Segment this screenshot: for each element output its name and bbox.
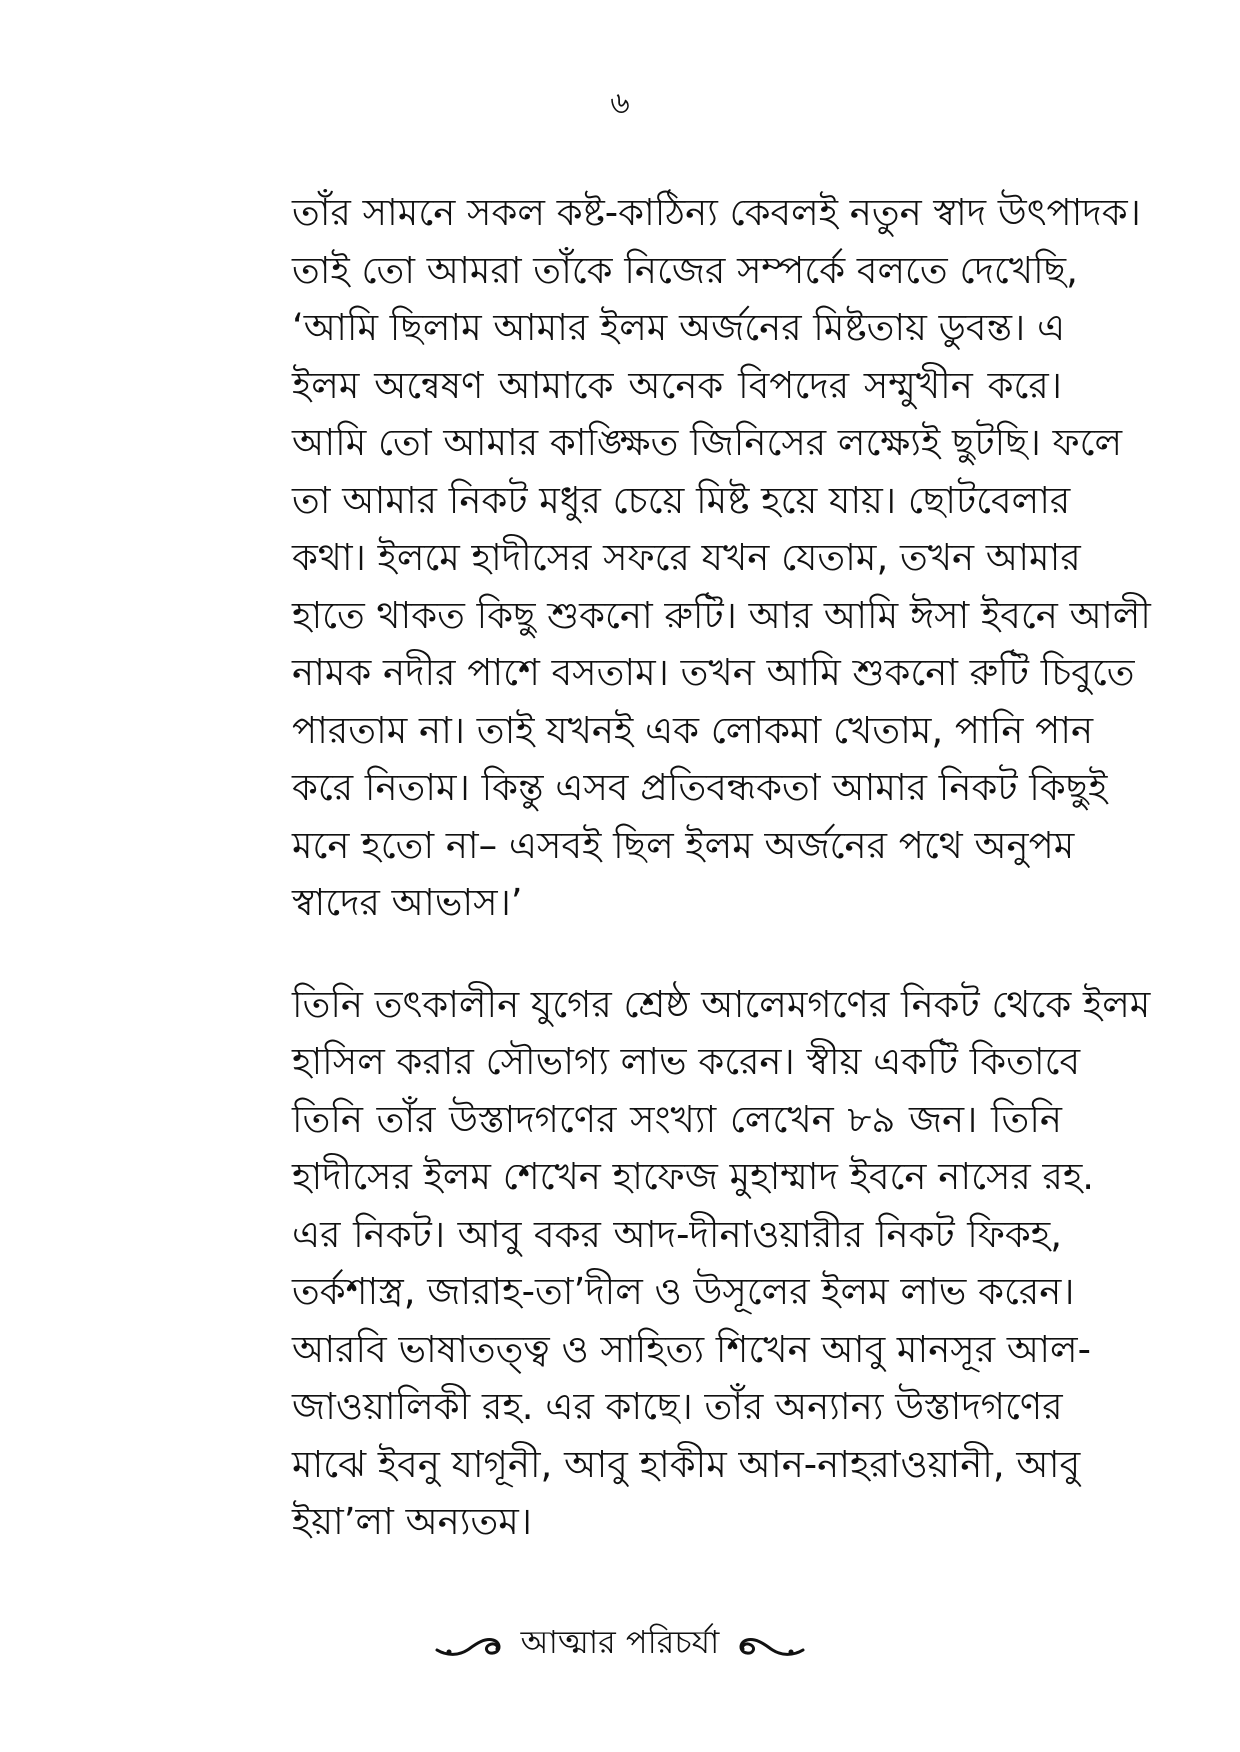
text-line: তর্কশাস্ত্র, জারাহ-তা’দীল ও উসূলের ইলম লাভ করেন।	[292, 1270, 1075, 1313]
paragraph-1	[292, 184, 1151, 932]
text-line: তা আমার নিকট মধুর চেয়ে মিষ্ট হয়ে যায়। ছোটবেলার	[292, 478, 1071, 522]
text-line: নামক নদীর পাশে বসতাম। তখন আমি শুকনো রুটি চিবুতে	[292, 651, 1135, 694]
text-line: আমি তো আমার কাঙ্ক্ষিত জিনিসের লক্ষ্যেই ছুটছি। ফলে	[292, 421, 1123, 464]
text-line: হাতে থাকত কিছু শুকনো রুটি। আর আমি ঈসা ইবনে আলী	[292, 593, 1151, 637]
text-line: কথা। ইলমে হাদীসের সফরে যখন যেতাম, তখন আমার	[292, 536, 1081, 579]
text-line: স্বাদের আভাস।’	[292, 881, 523, 924]
text-line: আরবি ভাষাতত্ত্ব ও সাহিত্য শিখেন আবু মানসূর আল-	[292, 1327, 1091, 1371]
text-line: ইয়া’লা অন্যতম।	[292, 1500, 532, 1543]
book-title: আত্মার পরিচর্যা	[520, 1623, 720, 1661]
text-line: ‘আমি ছিলাম আমার ইলম অর্জনের মিষ্টতায় ডুবন্ত। এ	[292, 306, 1066, 349]
text-line: পারতাম না। তাই যখনই এক লোকমা খেতাম, পানি পান	[292, 708, 1094, 752]
text-line: মাঝে ইবনু যাগূনী, আবু হাকীম আন-নাহরাওয়ানী, আবু	[292, 1442, 1081, 1486]
text-line: এর নিকট। আবু বকর আদ-দীনাওয়ারীর নিকট ফিকহ,	[292, 1212, 1062, 1256]
text-line: তিনি তৎকালীন যুগের শ্রেষ্ঠ আলেমগণের নিকট থেকে ইলম	[292, 982, 1151, 1026]
text-line: করে নিতাম। কিন্তু এসব প্রতিবন্ধকতা আমার নিকট কিছুই	[292, 766, 1108, 809]
text-line: তিনি তাঁর উস্তাদগণের সংখ্যা লেখেন ৮৯ জন। তিনি	[292, 1097, 1062, 1141]
paragraph-2	[292, 976, 1151, 1551]
text-line: হাদীসের ইলম শেখেন হাফেজ মুহাম্মাদ ইবনে নাসের রহ.	[292, 1155, 1095, 1198]
text-line: ইলম অন্বেষণ আমাকে অনেক বিপদের সম্মুখীন করে।	[292, 363, 1062, 407]
body-text	[292, 184, 1151, 1551]
text-line: হাসিল করার সৌভাগ্য লাভ করেন। স্বীয় একটি কিতাবে	[292, 1040, 1081, 1083]
running-footer	[0, 1622, 1240, 1662]
text-line: জাওয়ালিকী রহ. এর কাছে। তাঁর অন্যান্য উস্তাদগণের	[292, 1385, 1063, 1428]
text-line: মনে হতো না– এসবই ছিল ইলম অর্জনের পথে অনুপম	[292, 823, 1075, 867]
right-flourish-ornament	[733, 1622, 807, 1662]
left-flourish-ornament	[433, 1622, 507, 1662]
page-number: ৬	[610, 86, 630, 121]
text-line: তাঁর সামনে সকল কষ্ট-কাঠিন্য কেবলই নতুন স্বাদ উৎপাদক।	[292, 191, 1141, 234]
text-line: তাই তো আমরা তাঁকে নিজের সম্পর্কে বলতে দেখেছি,	[292, 248, 1078, 292]
